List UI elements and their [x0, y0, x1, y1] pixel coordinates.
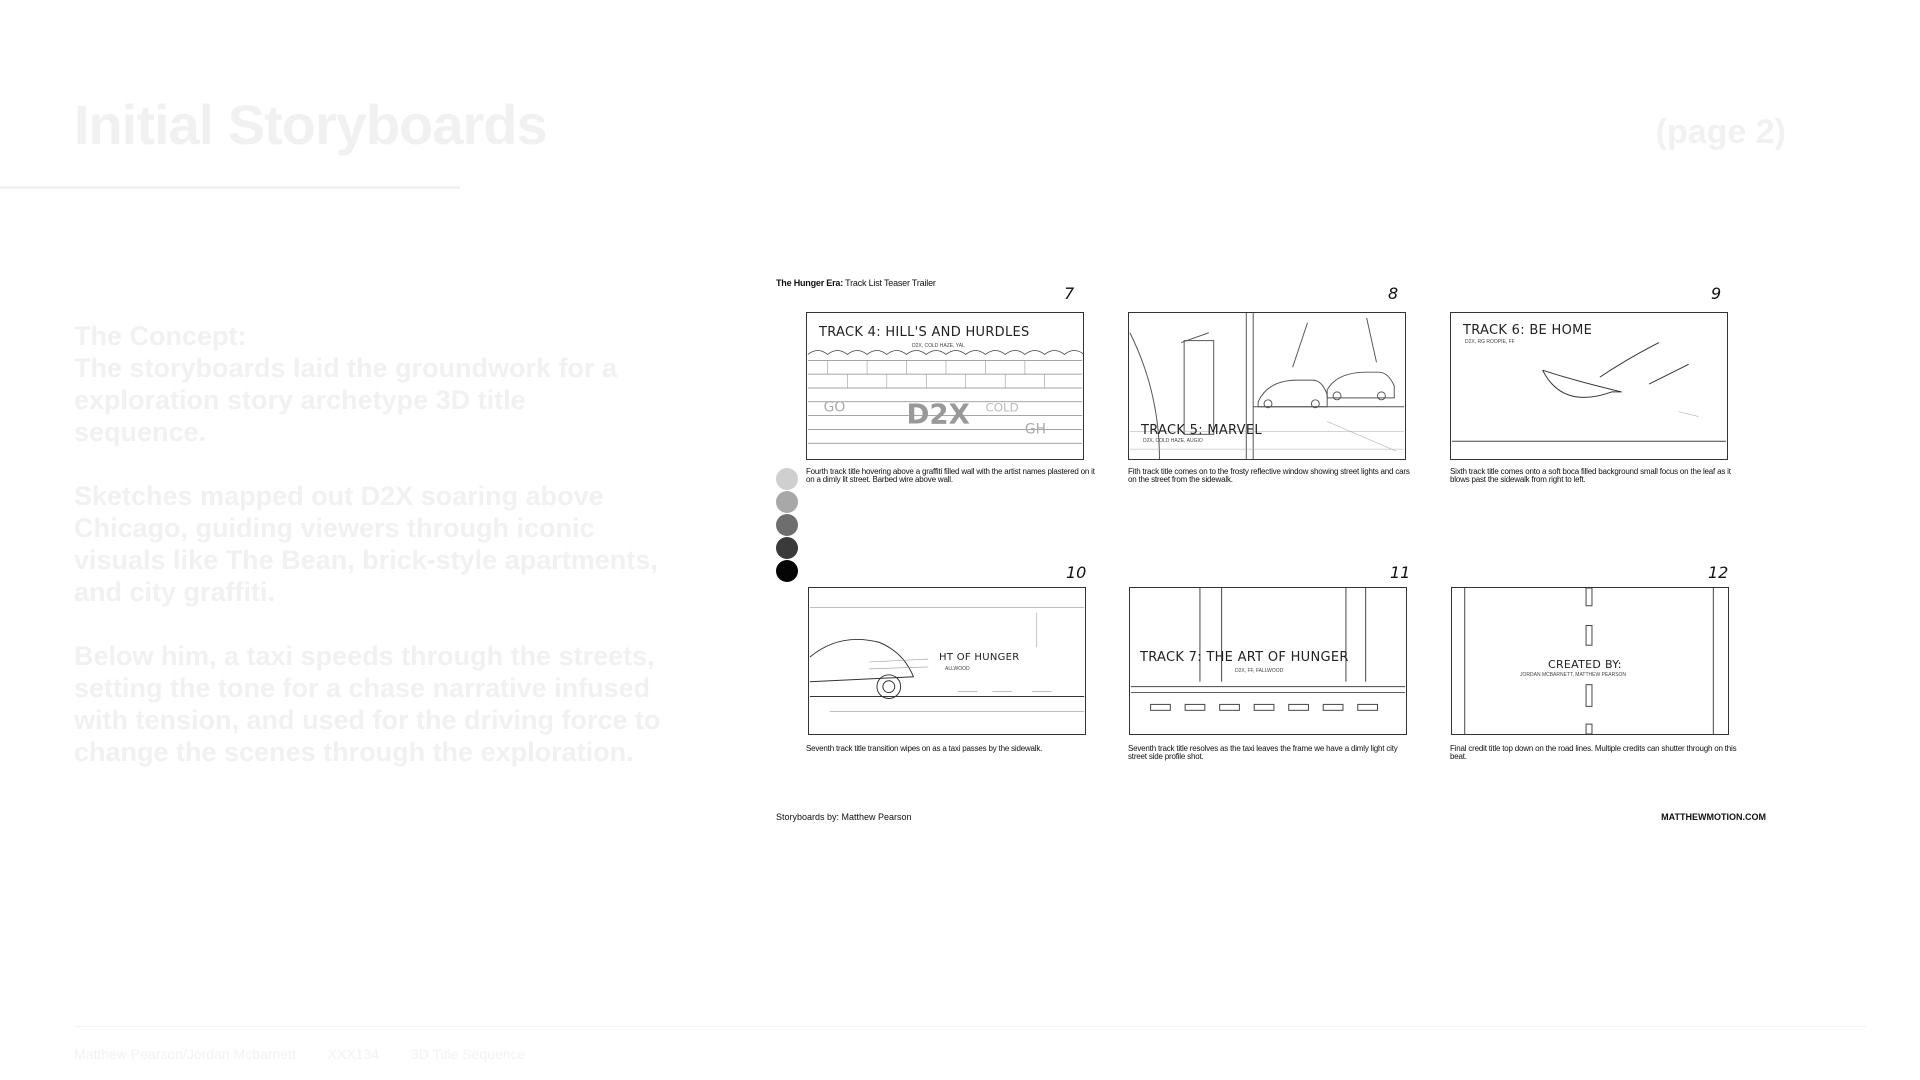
storyboard-credit: Storyboards by: Matthew Pearson [776, 812, 912, 822]
svg-text:GH: GH [1024, 421, 1046, 438]
storyboard-frame-8 [1128, 312, 1406, 460]
storyboard-frame-7 [806, 312, 1084, 460]
footer-names: Matthew Pearson/Jordan Mcbarnett [74, 1046, 296, 1062]
frame-11-title: TRACK 7: THE ART OF HUNGER [1140, 650, 1349, 665]
frame-7-sub: D2X, COLD HAZE, YAL [912, 343, 965, 349]
concept-paragraph-2: Sketches mapped out D2X soaring above Chicago, guiding viewers through iconic visuals like The Bean, brick-style apartments, and city graffiti. [74, 481, 658, 607]
svg-text:D2X: D2X [906, 397, 970, 431]
footer-divider [74, 1026, 1866, 1027]
sheet-title-bold: The Hunger Era: [776, 278, 844, 288]
frame-9-sub: D2X, RG ROOPIE, FF [1465, 339, 1515, 345]
frame-7-caption: Fourth track title hovering above a graffiti filled wall with the artist names plastered on it on a dimly lit street. Barbed wire above wall. [806, 467, 1095, 484]
frame-number-12: 12 [1708, 563, 1729, 582]
frame-9-caption: Sixth track title comes onto a soft boca filled background small focus on the leaf as it blows past the sidewalk from right to left. [1450, 467, 1731, 484]
footer-course: XXX134 [327, 1046, 380, 1062]
frame-8-title: TRACK 5: MARVEL [1141, 423, 1262, 438]
website-link[interactable]: MATTHEWMOTION.COM [1661, 812, 1766, 822]
page-number-label: (page 2) [1655, 113, 1786, 151]
concept-paragraph-1-text: The storyboards laid the groundwork for a exploration story archetype 3D title sequence. [74, 353, 618, 447]
svg-text:GO: GO [823, 399, 846, 416]
frame-8-sub: D2X, COLD HAZE, AUGIO [1143, 438, 1203, 444]
swatch-3 [776, 514, 798, 536]
frame-10-title: HT OF HUNGER [939, 652, 1020, 663]
sheet-title-rest: Track List Teaser Trailer [845, 278, 936, 288]
frame-9-title: TRACK 6: BE HOME [1463, 323, 1593, 338]
storyboard-frame-9 [1450, 312, 1728, 460]
frame-11-sub: D2X, FF, FALLWOOD [1235, 668, 1284, 674]
frame-10-caption: Seventh track title transition wipes on as a taxi passes by the sidewalk. [806, 744, 1043, 753]
frame-8-caption: Fith track title comes on to the frosty reflective window showing street lights and cars on the street from the sidewalk. [1128, 467, 1410, 484]
concept-paragraph-3: Below him, a taxi speeds through the streets, setting the tone for a chase narrative infused with tension, and used for the driving force to change the scenes through the exploration. [74, 641, 661, 767]
frame-number-10: 10 [1066, 563, 1087, 582]
grayscale-swatches [776, 468, 800, 583]
sheet-title [776, 278, 936, 288]
frame-7-title: TRACK 4: HILL'S AND HURDLES [819, 325, 1030, 340]
swatch-4 [776, 537, 798, 559]
footer-project: 3D Title Sequence [410, 1046, 526, 1062]
concept-paragraph-1 [74, 320, 664, 448]
title-divider [0, 186, 460, 189]
concept-text-block [74, 320, 664, 800]
frame-number-8: 8 [1388, 284, 1399, 303]
swatch-5 [776, 560, 798, 582]
concept-heading: The Concept: [74, 321, 247, 351]
swatch-1 [776, 468, 798, 490]
frame-12-title: CREATED BY: [1548, 658, 1622, 671]
storyboard-frame-11 [1129, 587, 1407, 735]
swatch-2 [776, 491, 798, 513]
storyboard-sheet [776, 278, 1766, 828]
frame-11-caption: Seventh track title resolves as the taxi leaves the frame we have a dimly light city street side profile shot. [1128, 744, 1398, 761]
footer [74, 1046, 553, 1062]
storyboard-frame-10 [808, 587, 1086, 735]
frame-number-9: 9 [1711, 284, 1722, 303]
svg-text:COLD: COLD [985, 400, 1019, 415]
frame-number-11: 11 [1390, 563, 1411, 582]
frame-10-sub: ALLWOOD [945, 666, 970, 672]
page-title: Initial Storyboards [74, 93, 547, 156]
frame-number-7: 7 [1064, 284, 1075, 303]
storyboard-frame-12 [1451, 587, 1729, 735]
frame-12-sub: JORDAN MCBARNETT, MATTHEW PEARSON [1520, 672, 1627, 678]
frame-12-caption: Final credit title top down on the road lines. Multiple credits can shutter through on this beat. [1450, 744, 1737, 761]
